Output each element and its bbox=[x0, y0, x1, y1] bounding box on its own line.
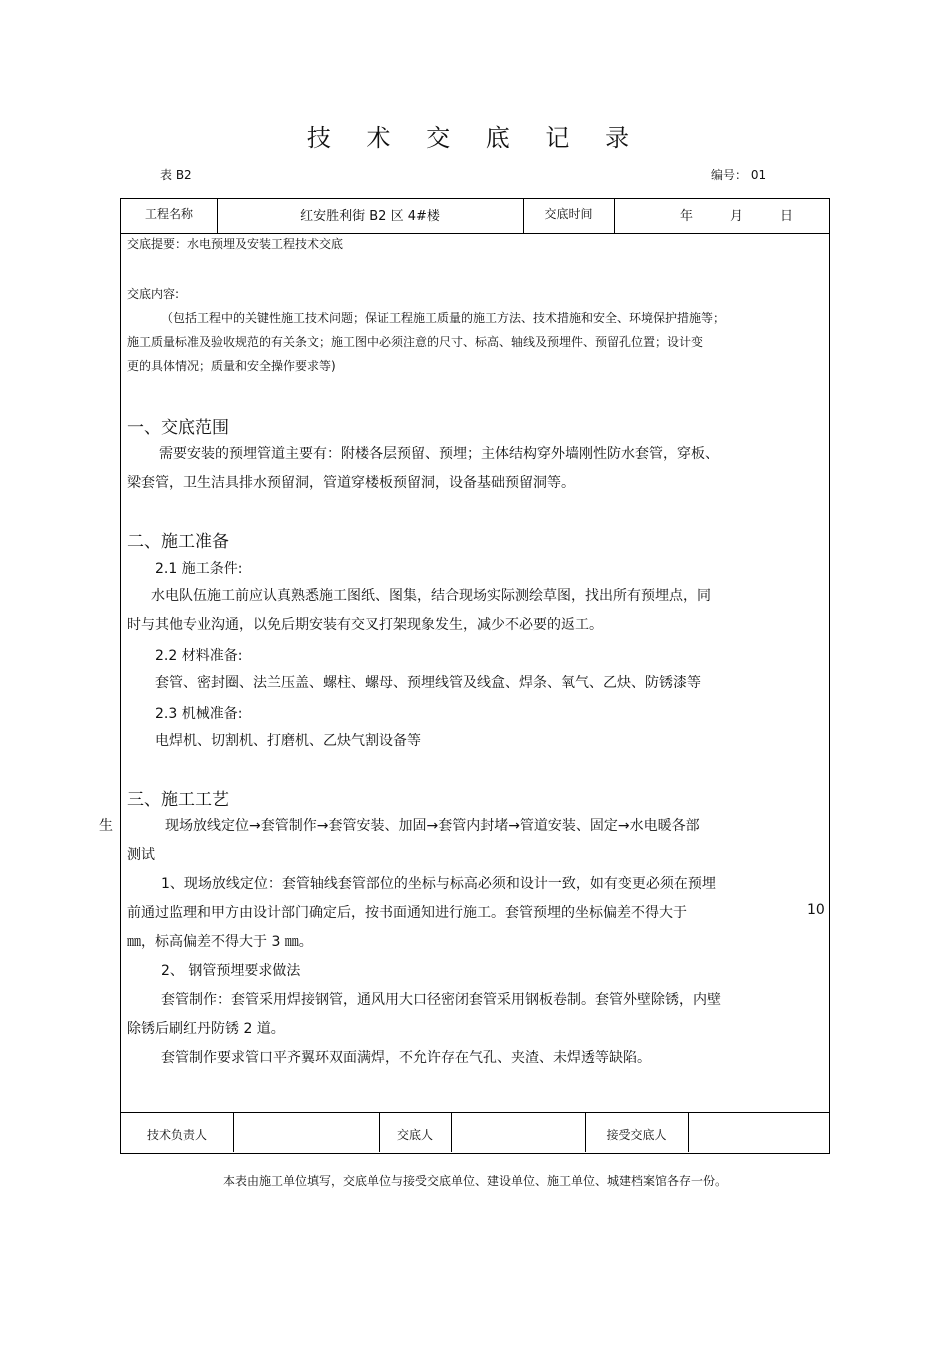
document-title: 技 术 交 底 记 录 bbox=[306, 124, 644, 152]
disclosure-time-label: 交底时间 bbox=[544, 207, 593, 221]
item2-line: 套管制作：套管采用焊接钢管，通风用大口径密闭套管采用钢板卷制。套管外壁除锈，内壁 bbox=[161, 992, 721, 1008]
condition-line: 水电队伍施工前应认真熟悉施工图纸、图集，结合现场实际测绘草图，找出所有预埋点，同 bbox=[151, 588, 711, 604]
summary: 交底提要：水电预埋及安装工程技术交底 bbox=[127, 237, 344, 251]
subsection-title: 2.3 机械准备: bbox=[155, 706, 243, 722]
flow-line: 现场放线定位→套管制作→套管安装、加固→套管内封堵→管道安装、固定→水电暖各部 bbox=[165, 818, 700, 834]
section3-heading: 三、施工工艺 bbox=[127, 790, 229, 810]
margin-number-right: 10 bbox=[807, 902, 825, 918]
subsection-title: 2.2 材料准备: bbox=[155, 648, 243, 664]
machinery-text: 电焊机、切割机、打磨机、乙炔气割设备等 bbox=[155, 733, 421, 749]
record-table bbox=[120, 198, 830, 1154]
section1-line: 梁套管，卫生洁具排水预留洞，管道穿楼板预留洞，设备基础预留洞等。 bbox=[127, 475, 575, 491]
item2-title: 2、 钢管预埋要求做法 bbox=[161, 963, 301, 979]
guidance-line: 施工质量标准及验收规范的有关条文；施工图中必须注意的尺寸、标高、轴线及预埋件、预留孔位置；设计变 bbox=[127, 335, 704, 349]
receiver-label: 接受交底人 bbox=[606, 1128, 667, 1142]
item2-last-line: 套管制作要求管口平齐翼环双面满焊，不允许存在气孔、夹渣、未焊透等缺陷。 bbox=[161, 1050, 651, 1066]
guidance-line: （包括工程中的关键性施工技术问题；保证工程施工质量的施工方法、技术措施和安全、环境保护措施等； bbox=[161, 311, 726, 325]
item1-line: 1、现场放线定位：套管轴线套管部位的坐标与标高必须和设计一致，如有变更必须在预埋 bbox=[161, 876, 716, 892]
condition-line: 时与其他专业沟通，以免后期安装有交叉打架现象发生，减少不必要的返工。 bbox=[127, 617, 603, 633]
receiver-signature-field[interactable] bbox=[689, 1113, 828, 1152]
materials-text: 套管、密封圈、法兰压盖、螺柱、螺母、预埋线管及线盒、焊条、氧气、乙炔、防锈漆等 bbox=[155, 675, 701, 691]
discloser-signature-field[interactable] bbox=[452, 1113, 585, 1152]
day-label: 日 bbox=[780, 209, 794, 224]
discloser-label: 交底人 bbox=[396, 1128, 433, 1142]
section1-line: 需要安装的预埋管道主要有：附楼各层预留、预埋；主体结构穿外墙刚性防水套管，穿板、 bbox=[159, 446, 719, 462]
item1-line: ㎜，标高偏差不得大于 3 ㎜。 bbox=[127, 934, 313, 950]
project-name-label: 工程名称 bbox=[144, 207, 193, 221]
tech-lead-label: 技术负责人 bbox=[146, 1128, 207, 1142]
form-number: 表 B2 bbox=[160, 168, 192, 182]
month-label: 月 bbox=[730, 209, 744, 224]
section1-heading: 一、交底范围 bbox=[127, 418, 229, 438]
tech-lead-signature-field[interactable] bbox=[234, 1113, 379, 1152]
section2-heading: 二、施工准备 bbox=[127, 532, 229, 552]
flow-line: 测试 bbox=[127, 847, 155, 863]
serial-number: 编号： 01 bbox=[711, 168, 767, 182]
subsection-title: 2.1 施工条件: bbox=[155, 561, 243, 577]
year-label: 年 bbox=[680, 209, 694, 224]
project-name-value: 红安胜利街 B2 区 4#楼 bbox=[300, 209, 440, 224]
guidance-line: 更的具体情况；质量和安全操作要求等) bbox=[127, 359, 336, 373]
item1-line: 前通过监理和甲方由设计部门确定后，按书面通知进行施工。套管预埋的坐标偏差不得大于 bbox=[127, 905, 687, 921]
content-label: 交底内容: bbox=[127, 287, 180, 301]
margin-char-left: 生 bbox=[99, 818, 113, 834]
item2-line: 除锈后刷红丹防锈 2 道。 bbox=[127, 1021, 285, 1037]
footer-note: 本表由施工单位填写，交底单位与接受交底单位、建设单位、施工单位、城建档案馆各存一份。 bbox=[222, 1174, 727, 1188]
